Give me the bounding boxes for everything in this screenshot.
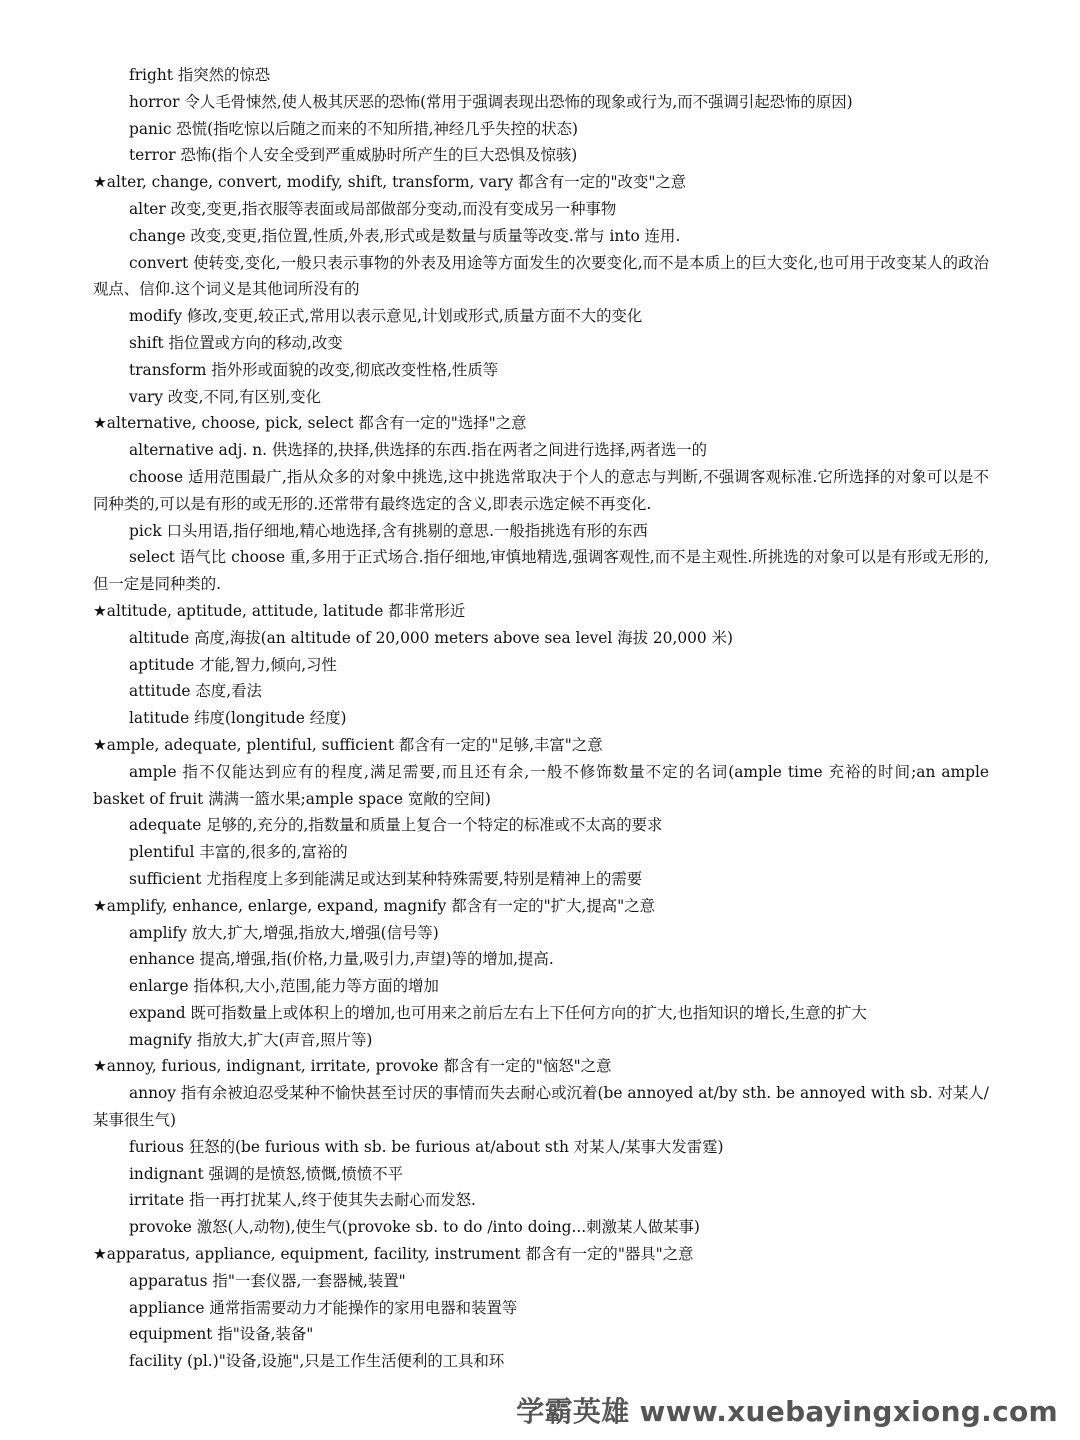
definition-line: plentiful 丰富的,很多的,富裕的 <box>129 843 348 862</box>
document-body <box>93 62 989 1375</box>
definition-line: terror 恐怖(指个人安全受到严重威胁时所产生的巨大恐惧及惊骇) <box>129 146 578 165</box>
definition-line: equipment 指"设备,装备" <box>129 1325 314 1344</box>
synonym-group-heading: ★ample, adequate, plentiful, sufficient 都含有一定的"足够,丰富"之意 <box>93 735 603 754</box>
definition-line: altitude 高度,海拔(an altitude of 20,000 meters above sea level 海拔 20,000 米) <box>129 628 734 647</box>
definition-line: convert 使转变,变化,一般只表示事物的外表及用途等方面发生的次要变化,而不是本质上的巨大变化,也可用于改变某人的政治观点、信仰.这个词义是其他词所没有的 <box>93 253 989 299</box>
definition-line: enlarge 指体积,大小,范围,能力等方面的增加 <box>129 977 439 996</box>
synonym-group-heading: ★alternative, choose, pick, select 都含有一定的"选择"之意 <box>93 414 527 433</box>
definition-line: indignant 强调的是愤怒,愤慨,愤愤不平 <box>129 1164 404 1183</box>
definition-line: appliance 通常指需要动力才能操作的家用电器和装置等 <box>129 1298 518 1317</box>
definition-line: transform 指外形或面貌的改变,彻底改变性格,性质等 <box>129 360 499 379</box>
definition-line: adequate 足够的,充分的,指数量和质量上复合一个特定的标准或不太高的要求 <box>129 816 663 835</box>
definition-line: facility (pl.)"设备,设施",只是工作生活便利的工具和环 <box>129 1352 505 1371</box>
definition-line: expand 既可指数量上或体积上的增加,也可用来之前后左右上下任何方向的扩大,也指知识的增长,生意的扩大 <box>129 1003 867 1022</box>
definition-line: magnify 指放大,扩大(声音,照片等) <box>129 1030 373 1049</box>
definition-line: modify 修改,变更,较正式,常用以表示意见,计划或形式,质量方面不大的变化 <box>129 307 643 326</box>
definition-line: vary 改变,不同,有区别,变化 <box>129 387 322 406</box>
site-watermark: 学霸英雄 www.xuebayingxiong.com <box>516 1395 1058 1428</box>
definition-line: shift 指位置或方向的移动,改变 <box>129 333 343 352</box>
definition-line: panic 恐慌(指吃惊以后随之而来的不知所措,神经几乎失控的状态) <box>129 119 579 138</box>
definition-line: amplify 放大,扩大,增强,指放大,增强(信号等) <box>129 923 439 942</box>
definition-line: choose 适用范围最广,指从众多的对象中挑选,这中挑选常取决于个人的意志与判断,不强调客观标准.它所选择的对象可以是不同种类的,可以是有形的或无形的.还常带有最终选定的含义,即表示选定候不再变化. <box>93 467 989 513</box>
definition-line: ample 指不仅能达到应有的程度,满足需要,而且还有余,一般不修饰数量不定的名词(ample time 充裕的时间;an ample basket of fruit 满满一篮水果;ample space 宽敞的空间) <box>93 762 989 808</box>
definition-line: sufficient 尤指程度上多到能满足或达到某种特殊需要,特别是精神上的需要 <box>129 869 643 888</box>
definition-line: alter 改变,变更,指衣服等表面或局部做部分变动,而没有变成另一种事物 <box>129 199 617 218</box>
synonym-group-heading: ★apparatus, appliance, equipment, facility, instrument 都含有一定的"器具"之意 <box>93 1245 694 1264</box>
definition-line: fright 指突然的惊恐 <box>129 66 271 84</box>
definition-line: change 改变,变更,指位置,性质,外表,形式或是数量与质量等改变.常与 into 连用. <box>129 226 681 245</box>
definition-line: select 语气比 choose 重,多用于正式场合.指仔细地,审慎地精选,强调客观性,而不是主观性.所挑选的对象可以是有形或无形的,但一定是同种类的. <box>93 548 989 594</box>
synonym-group-heading: ★alter, change, convert, modify, shift, transform, vary 都含有一定的"改变"之意 <box>93 173 687 192</box>
definition-line: aptitude 才能,智力,倾向,习性 <box>129 655 337 674</box>
synonym-group-heading: ★altitude, aptitude, attitude, latitude 都非常形近 <box>93 601 466 620</box>
definition-line: annoy 指有余被迫忍受某种不愉快甚至讨厌的事情而失去耐心或沉着(be annoyed at/by sth. be annoyed with sb. 对某人/某事很生气) <box>93 1084 989 1130</box>
definition-line: pick 口头用语,指仔细地,精心地选择,含有挑剔的意思.一般指挑选有形的东西 <box>129 521 648 540</box>
synonym-group-heading: ★amplify, enhance, enlarge, expand, magnify 都含有一定的"扩大,提高"之意 <box>93 896 655 915</box>
definition-line: latitude 纬度(longitude 经度) <box>129 709 347 728</box>
definition-line: enhance 提高,增强,指(价格,力量,吸引力,声望)等的增加,提高. <box>129 950 554 969</box>
definition-line: furious 狂怒的(be furious with sb. be furious at/about sth 对某人/某事大发雷霆) <box>129 1137 724 1156</box>
definition-line: irritate 指一再打扰某人,终于使其失去耐心而发怒. <box>129 1191 476 1210</box>
synonym-group-heading: ★annoy, furious, indignant, irritate, provoke 都含有一定的"恼怒"之意 <box>93 1057 612 1076</box>
definition-line: provoke 激怒(人,动物),使生气(provoke sb. to do /into doing...刺激某人做某事) <box>129 1218 700 1237</box>
definition-line: alternative adj. n. 供选择的,抉择,供选择的东西.指在两者之间进行选择,两者选一的 <box>129 441 708 460</box>
definition-line: horror 令人毛骨悚然,使人极其厌恶的恐怖(常用于强调表现出恐怖的现象或行为,而不强调引起恐怖的原因) <box>129 92 853 111</box>
definition-line: apparatus 指"一套仪器,一套器械,装置" <box>129 1271 406 1290</box>
definition-line: attitude 态度,看法 <box>129 682 262 701</box>
